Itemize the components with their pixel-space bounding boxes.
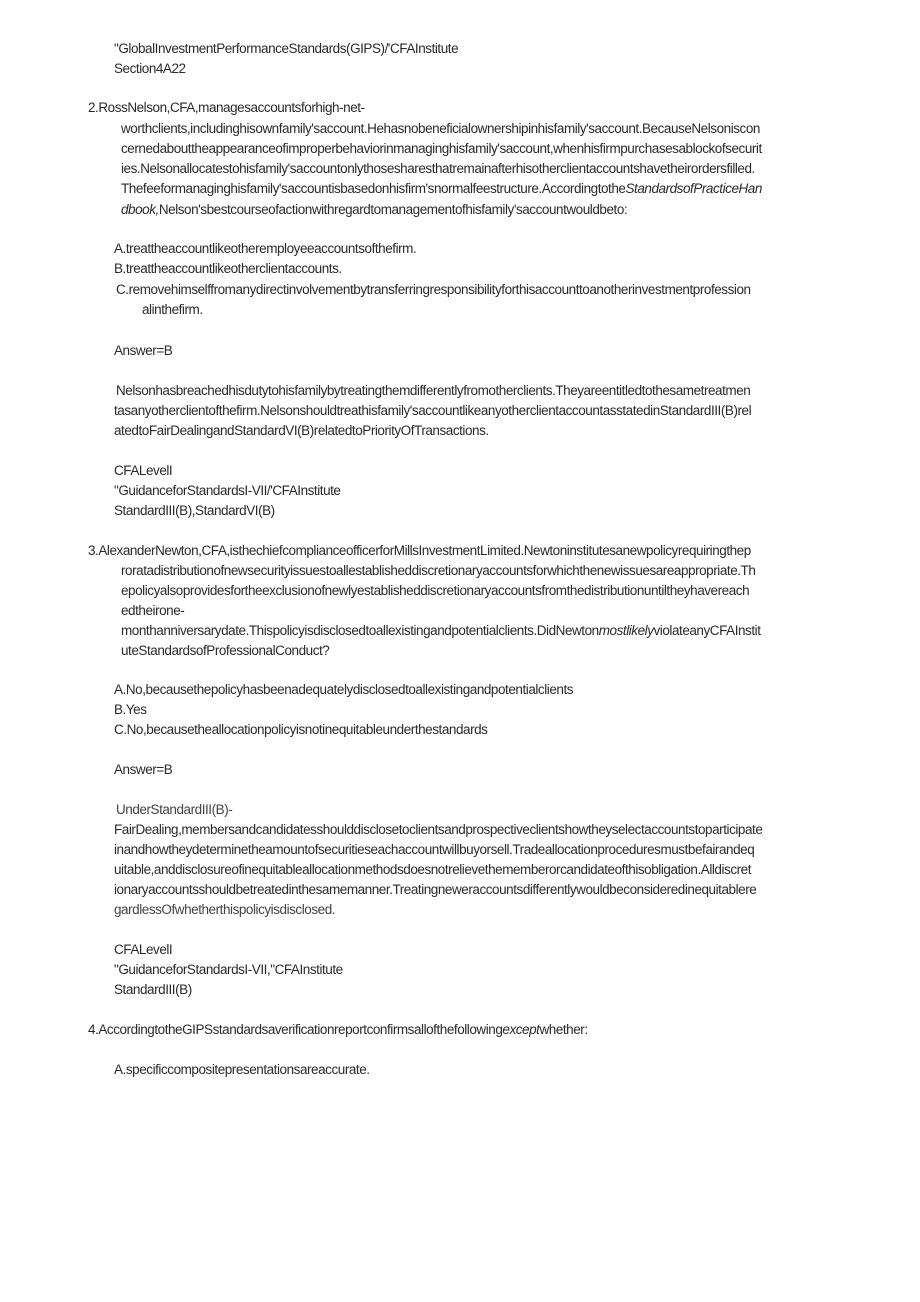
explanation-line: Nelsonhasbreachedhisdutytohisfamilybytreatingthemdifferentlyfromotherclients.Theyareentitledtothesametreatmen — [116, 383, 751, 398]
explanation-line: FairDealing,membersandcandidatesshoulddisclosetoclientsandprospectiveclientshowtheyselectaccountstoparticipate — [114, 822, 763, 837]
reference-standard: StandardIII(B) — [114, 982, 192, 997]
option-c: C.removehimselffromanydirectinvolvementbytransferringresponsibilityforthisaccounttoanotherinvestmentprofession — [116, 282, 751, 297]
stem-text: monthanniversarydate.Thispolicyisdisclosedtoallexistingandpotentialclients.DidNewton — [121, 623, 599, 638]
stem-text: violateanyCFAInstit — [653, 623, 761, 638]
question-stem-line: edtheirone- — [121, 603, 185, 618]
answer: Answer=B — [114, 343, 173, 358]
explanation-line: tasanyotherclientofthefirm.Nelsonshouldtreathisfamily'saccountlikeanyotherclientaccountasstatedinStandardIII(B)rel — [114, 403, 752, 418]
question-stem-line: 3.AlexanderNewton,CFA,isthechiefcomplianceofficerforMillsInvestmentLimited.Newtoninstitutesanewpolicyrequiringthep — [88, 543, 751, 558]
explanation-line: UnderStandardIII(B)- — [116, 802, 233, 817]
question-stem-line: worthclients,includinghisownfamily'saccount.Hehasnobeneficialownershipinhisfamily'saccount.BecauseNelsoniscon — [121, 121, 760, 136]
option-b: B.Yes — [114, 702, 147, 717]
question-stem-line: roratadistributionofnewsecurityissuestoallestablisheddiscretionaryaccountsforwhichthenewissuesareappropriate.Th — [121, 563, 756, 578]
emphasis-italic: mostlikely — [598, 623, 654, 638]
option-a: A.specificcompositepresentationsareaccurate. — [114, 1062, 370, 1077]
reference-guidance: "GuidanceforStandardsI-VII,"CFAInstitute — [114, 962, 343, 977]
reference-guidance: "GuidanceforStandardsI-VII/'CFAInstitute — [114, 483, 341, 498]
option-c: C.No,becausetheallocationpolicyisnotinequitableunderthestandards — [114, 722, 488, 737]
explanation-line: gardlessOfwhetherthispolicyisdisclosed. — [114, 902, 336, 917]
reference-level: CFALevelI — [114, 463, 173, 478]
stem-text: Nelson'sbestcourseofactionwithregardtomanagementofhisfamily'saccountwouldbeto: — [158, 202, 628, 217]
option-a: A.No,becausethepolicyhasbeenadequatelydisclosedtoallexistingandpotentialclients — [114, 682, 574, 697]
question-stem-line: cernedabouttheappearanceofimproperbehaviorinmanaginghisfamily'saccount,whenhisfirmpurchasesablockofsecurit — [121, 141, 762, 156]
book-title-italic: StandardsofPracticeHan — [625, 181, 762, 196]
question-stem-line — [121, 179, 762, 199]
question-stem-line: uteStandardsofProfessionalConduct? — [121, 643, 330, 658]
explanation-line: inandhowtheydeterminetheamountofsecuritieseachaccountwillbuyorsell.Tradeallocationproceduresmustbefairandeq — [114, 842, 755, 857]
explanation-line: ionaryaccountsshouldbetreatedinthesamemanner.Treatingneweraccountsdifferentlywouldbeconsideredinequitablere — [114, 882, 757, 897]
reference-level: CFALevelI — [114, 942, 173, 957]
stem-text: Thefeeformanaginghisfamily'saccountisbasedonhisfirm'snormalfeestructure.Accordingtothe — [121, 181, 626, 196]
reference-standard: StandardIII(B),StandardVI(B) — [114, 503, 275, 518]
question-stem-line: ies.Nelsonallocatestohisfamily'saccountonlythosesharesthatremainafterhisotherclientaccountshavetheirordersfilled. — [121, 161, 755, 176]
header-source: "GlobalInvestmentPerformanceStandards(GIPS)/'CFAInstitute — [114, 41, 459, 56]
explanation-line: atedtoFairDealingandStandardVI(B)relatedtoPriorityOfTransactions. — [114, 423, 489, 438]
stem-text: whether: — [539, 1022, 588, 1037]
question-stem-line: epolicyalsoprovidesfortheexclusionofnewlyestablisheddiscretionaryaccountsfromthedistributionuntiltheyhavereach — [121, 583, 750, 598]
option-a: A.treattheaccountlikeotheremployeeaccountsofthefirm. — [114, 241, 417, 256]
option-b: B.treattheaccountlikeotherclientaccounts. — [114, 261, 342, 276]
explanation-line: uitable,anddisclosureofinequitableallocationmethodsdoesnotrelievethememberorcandidateofthisobligation.Alldiscret — [114, 862, 752, 877]
option-c-continued: alinthefirm. — [142, 302, 203, 317]
book-title-italic: dbook, — [121, 202, 159, 217]
header-section: Section4A22 — [114, 61, 186, 76]
question-stem-line — [88, 1020, 588, 1040]
question-stem-line: 2.RossNelson,CFA,managesaccountsforhigh-net- — [88, 100, 365, 115]
emphasis-italic: except — [502, 1022, 540, 1037]
question-stem-line — [121, 200, 627, 220]
answer: Answer=B — [114, 762, 173, 777]
stem-text: 4.AccordingtotheGIPSstandardsaverificationreportconfirmsallofthefollowing — [88, 1022, 503, 1037]
question-stem-line — [121, 621, 761, 641]
